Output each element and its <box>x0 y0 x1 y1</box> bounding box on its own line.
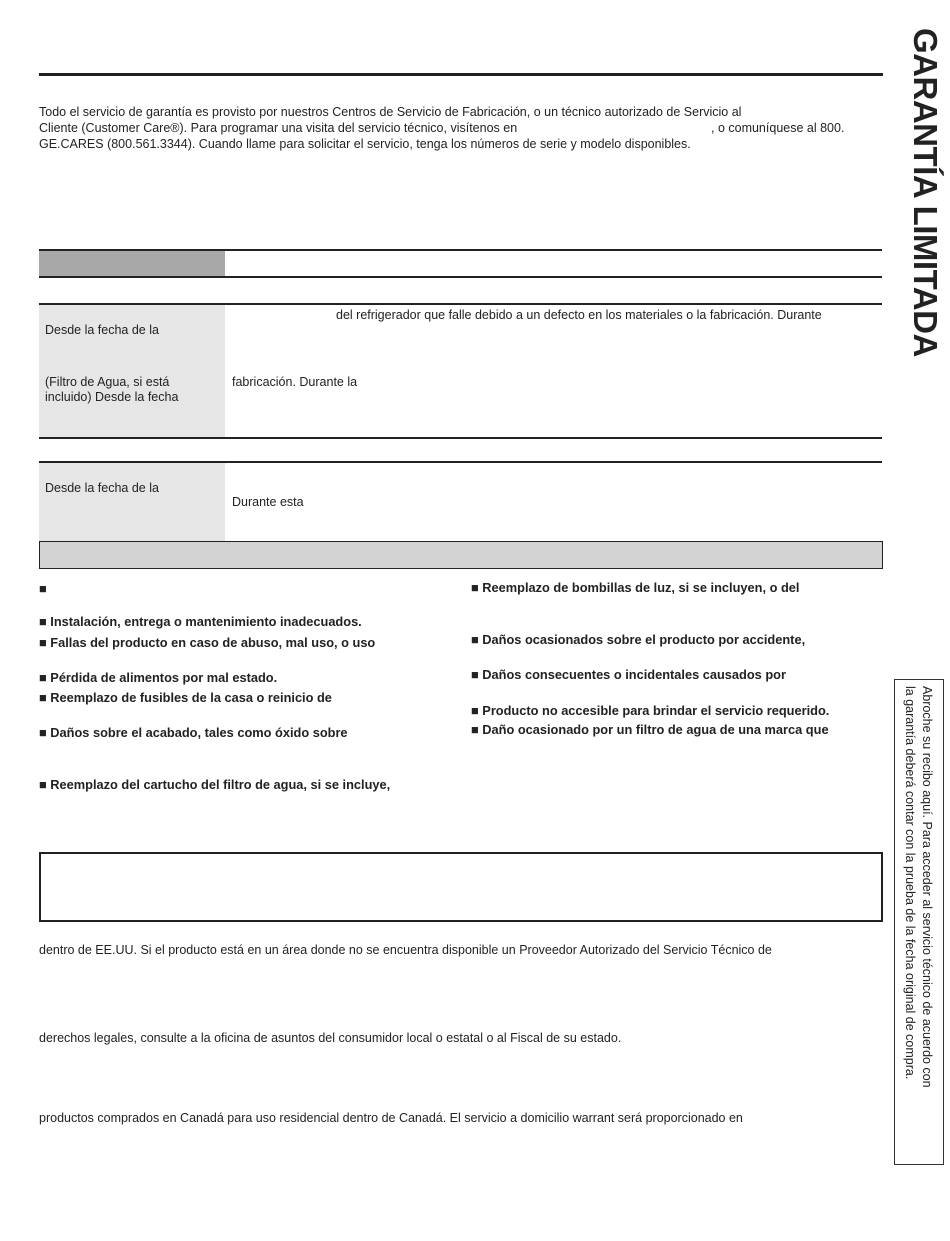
exclusion-right-1: ■ Reemplazo de bombillas de luz, si se incluyen, o del <box>471 580 800 595</box>
exclusion-right-2: ■ Daños ocasionados sobre el producto por accidente, <box>471 632 806 647</box>
exclusion-left-7: ■ Reemplazo del cartucho del filtro de agua, si se incluye, <box>39 777 391 792</box>
bottom-line-3: productos comprados en Canadá para uso residencial dentro de Canadá. El servicio a domicilio warrant será proporcionado en <box>39 1111 743 1125</box>
exclusion-left-2: ■ Instalación, entrega o mantenimiento inadecuados. <box>39 614 362 629</box>
intro-line-2a: Cliente (Customer Care®). Para programar una visita del servicio técnico, visítenos en <box>39 121 518 135</box>
intro-line-1: Todo el servicio de garantía es provisto por nuestros Centros de Servicio de Fabricación, o un técnico autorizado de Servicio al <box>39 105 742 119</box>
exclusion-right-3: ■ Daños consecuentes o incidentales causados por <box>471 667 786 682</box>
notice-box <box>39 852 883 922</box>
intro-line-3: GE.CARES (800.561.3344). Cuando llame para solicitar el servicio, tenga los números de serie y modelo disponibles. <box>39 137 691 151</box>
table-header-rule <box>39 276 882 278</box>
row1-label: Desde la fecha de la <box>45 323 159 337</box>
receipt-line-2: la garantía deberá contar con la prueba de la fecha original de compra. <box>903 686 917 1080</box>
bottom-line-2: derechos legales, consulte a la oficina de asuntos del consumidor local o estatal o al Fiscal de su estado. <box>39 1031 622 1045</box>
bottom-line-1: dentro de EE.UU. Si el producto está en un área donde no se encuentra disponible un Proveedor Autorizado del Servicio Técnico de <box>39 943 772 957</box>
row1-text: del refrigerador que falle debido a un defecto en los materiales o la fabricación. Durante <box>336 308 822 322</box>
receipt-line-1: Abroche su recibo aquí. Para acceder al servicio técnico de acuerdo con <box>920 686 934 1088</box>
row3-text: Durante esta <box>232 495 304 509</box>
exclusion-right-5: ■ Daño ocasionado por un filtro de agua de una marca que <box>471 722 829 737</box>
row2-label-line-2: incluido) Desde la fecha <box>45 390 179 404</box>
table-row2-rule <box>39 437 882 439</box>
row2-text: fabricación. Durante la <box>232 375 358 389</box>
receipt-text <box>901 686 935 1088</box>
exclusion-left-1: ■ <box>39 581 47 596</box>
row2-label-line-1: (Filtro de Agua, si está <box>45 375 170 389</box>
row3-label-cell <box>39 463 225 541</box>
exclusion-left-6: ■ Daños sobre el acabado, tales como óxido sobre <box>39 725 348 740</box>
side-title-text: GARANTÍA LIMITADA <box>907 28 944 357</box>
exclusion-right-4: ■ Producto no accesible para brindar el servicio requerido. <box>471 703 830 718</box>
exclusion-left-3: ■ Fallas del producto en caso de abuso, mal uso, o uso <box>39 635 376 650</box>
top-rule <box>39 73 883 76</box>
side-title <box>898 28 948 388</box>
row3-label: Desde la fecha de la <box>45 481 159 495</box>
exclusion-left-4: ■ Pérdida de alimentos por mal estado. <box>39 670 278 685</box>
exclusions-header-bar <box>39 541 883 569</box>
exclusion-left-5: ■ Reemplazo de fusibles de la casa o reinicio de <box>39 690 332 705</box>
table-header-cell <box>39 251 225 276</box>
intro-line-2b: , o comuníquese al 800. <box>711 121 845 135</box>
receipt-box <box>894 679 944 1165</box>
